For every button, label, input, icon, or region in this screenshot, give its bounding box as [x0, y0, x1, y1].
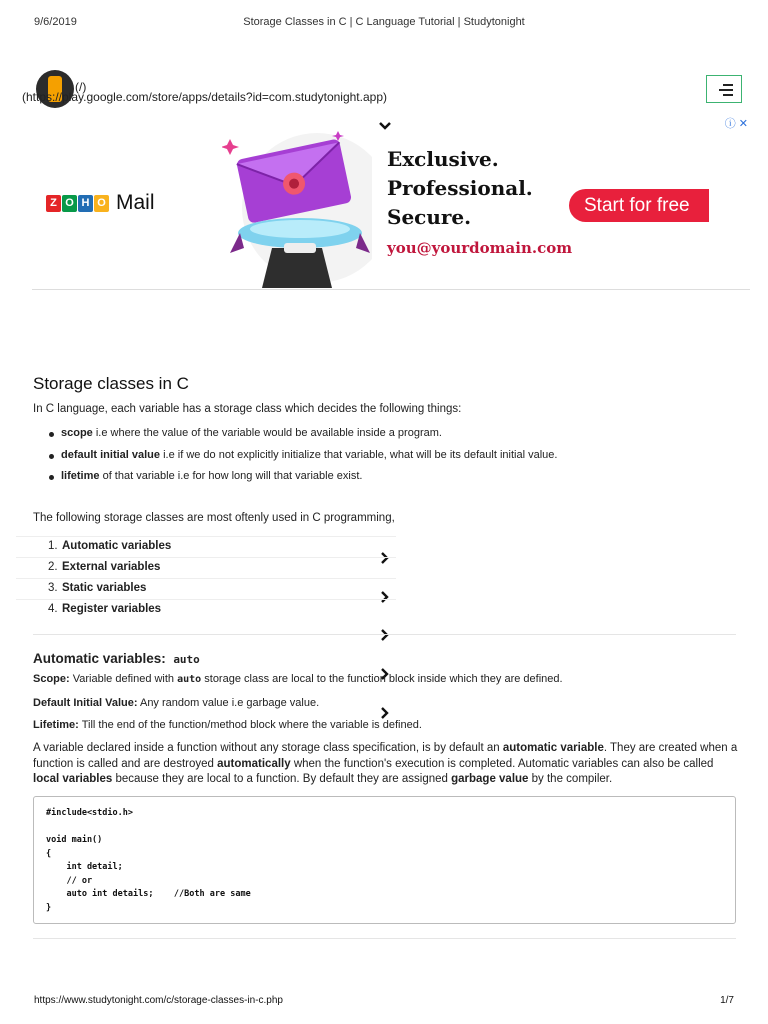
list-item: 1. Automatic variables	[16, 536, 396, 557]
auto-description: A variable declared inside a function without any storage class specification, is by default an automatic variable. They are created when a function is called and are destroyed automatically when the function's execution is completed. Automatic variables can also be called local variables because they are local to a function. By default they are assigned garbage value by the compiler.	[33, 742, 738, 785]
ad-banner[interactable]	[32, 115, 750, 290]
zoho-letter: O	[94, 195, 109, 212]
divider	[33, 634, 736, 635]
hamburger-menu-button[interactable]	[706, 75, 742, 103]
classes-intro: The following storage classes are most oftenly used in C programming,	[33, 512, 395, 524]
zoho-letter: H	[78, 195, 93, 212]
list-item: 2. External variables	[16, 557, 396, 578]
start-for-free-button[interactable]: Start for free	[569, 189, 709, 222]
storage-class-aspects	[47, 427, 557, 492]
list-item: scope i.e where the value of the variable would be available inside a program.	[47, 427, 557, 449]
menu-icon	[723, 84, 733, 86]
chevron-down-icon[interactable]	[378, 121, 392, 131]
list-item: 4. Register variables	[16, 599, 396, 620]
play-store-link[interactable]: (https://play.google.com/store/apps/details?id=com.studytonight.app)	[22, 90, 387, 104]
page-number: 1/7	[720, 995, 734, 1006]
print-title: Storage Classes in C | C Language Tutorial | Studytonight	[243, 16, 525, 28]
brand-name: Mail	[116, 191, 155, 214]
page-title: Storage classes in C	[33, 374, 189, 393]
ad-tagline: Exclusive. Professional. Secure.	[387, 147, 533, 229]
chevron-right-icon[interactable]	[380, 629, 390, 641]
default-value-line: Default Initial Value: Any random value i.e garbage value.	[33, 697, 320, 709]
zoho-letter: O	[62, 195, 77, 212]
scope-line: Scope: Variable defined with auto storage class are local to the function block inside which they are defined.	[33, 673, 563, 685]
storage-classes-list	[16, 536, 396, 620]
page-url: https://www.studytonight.com/c/storage-classes-in-c.php	[34, 995, 283, 1006]
divider	[33, 938, 736, 939]
list-item: 3. Static variables	[16, 578, 396, 599]
code-block[interactable]: #include<stdio.h> void main() { int detail; // or auto int details; //Both are same }	[33, 796, 736, 924]
chevron-right-icon[interactable]	[380, 707, 390, 719]
ad-choices-icon[interactable]: ⓘ ✕	[724, 118, 748, 130]
print-date: 9/6/2019	[34, 16, 77, 28]
envelope-illustration	[222, 123, 372, 288]
zoho-mail-logo	[46, 191, 155, 215]
lifetime-line: Lifetime: Till the end of the function/method block where the variable is defined.	[33, 719, 422, 731]
ad-email: you@yourdomain.com	[387, 239, 573, 257]
home-link[interactable]: (/)	[75, 80, 87, 94]
intro-text: In C language, each variable has a storage class which decides the following things:	[33, 403, 462, 415]
list-item: lifetime of that variable i.e for how long will that variable exist.	[47, 470, 557, 492]
zoho-letter: Z	[46, 195, 61, 212]
section-heading: Automatic variables: auto	[33, 651, 200, 666]
list-item: default initial value i.e if we do not explicitly initialize that variable, what will be its default initial value.	[47, 449, 557, 471]
